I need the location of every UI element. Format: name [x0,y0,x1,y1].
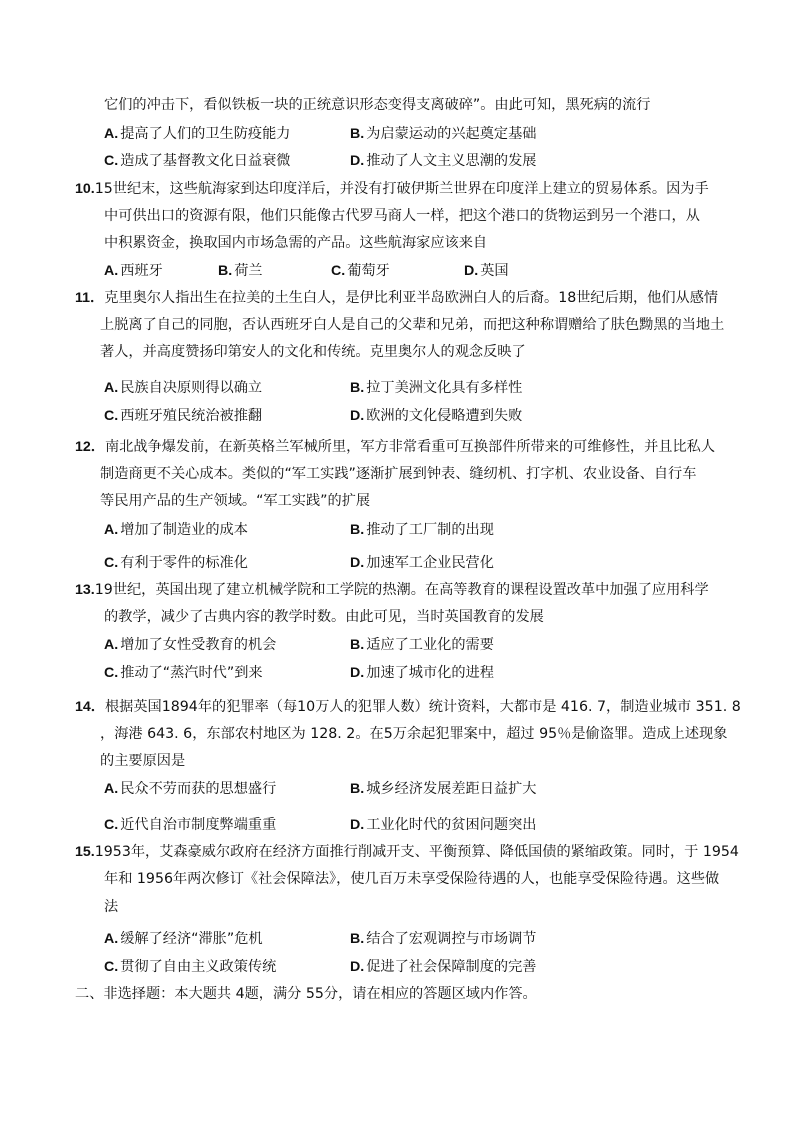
q9-option-b[interactable]: B. 为启蒙运动的兴起奠定基础 [350,126,537,142]
q15-stem-line-2: 年和 1956年两次修订《社会保障法》，使几百万未享受保险待遇的人，也能享受保险待遇。这些做 [104,871,720,887]
q10-option-d[interactable]: D. 英国 [464,263,509,279]
q13-stem-line-1: 13.19世纪，英国出现了建立机械学院和工学院的热潮。在高等教育的课程设置改革中加强了应用科学 [75,582,709,598]
q13-stem-line-2: 的教学，减少了古典内容的教学时数。由此可见，当时英国教育的发展 [104,609,544,625]
q10-stem-line-3: 中积累资金，换取国内市场急需的产品。这些航海家应该来自 [104,235,488,251]
section-2-heading: 二、非选择题：本大题共 4题，满分 55分，请在相应的答题区域内作答。 [75,986,537,1002]
q10-stem-line-1: 10.15世纪末，这些航海家到达印度洋后，并没有打破伊斯兰世界在印度洋上建立的贸易体系。因为手 [75,181,709,197]
q12-option-b[interactable]: B. 推动了工厂制的出现 [350,522,494,538]
q11-stem-line-1: 11．克里奥尔人指出生在拉美的土生白人，是伊比利亚半岛欧洲白人的后裔。18世纪后期，他们从感情 [75,290,719,306]
q14-option-c[interactable]: C. 近代自治市制度弊端重重 [104,817,277,833]
q9-stem-tail: 它们的冲击下，看似铁板一块的正统意识形态变得支离破碎”。由此可知，黑死病的流行 [104,97,651,113]
q11-stem-line-2: 上脱离了自己的同胞，否认西班牙白人是自己的父辈和兄弟，而把这种称谓赠给了肤色黝黑的当地土 [100,317,725,333]
q11-option-d[interactable]: D. 欧洲的文化侵略遭到失败 [350,408,523,424]
q15-option-c[interactable]: C. 贯彻了自由主义政策传统 [104,959,277,975]
q13-option-b[interactable]: B. 适应了工业化的需要 [350,637,494,653]
q14-number: 14． [75,699,105,715]
q14-stem-line-3: 的主要原因是 [100,753,186,769]
q13-option-c[interactable]: C. 推动了“蒸汽时代”到来 [104,665,263,681]
q11-option-a[interactable]: A. 民族自决原则得以确立 [104,380,263,396]
q14-stem-line-2: ，海港 643. 6，东部农村地区为 128. 2。在5万余起犯罪案中，超过 95％是偷盗罪。造成上述现象 [100,726,728,742]
q12-option-c[interactable]: C. 有利于零件的标准化 [104,555,248,571]
q11-stem-line-3: 著人，并高度赞扬印第安人的文化和传统。克里奥尔人的观念反映了 [100,344,526,360]
q15-number: 15. [75,844,95,860]
q10-stem-line-2: 中可供出口的资源有限，他们只能像古代罗马商人一样，把这个港口的货物运到另一个港口，从 [104,208,700,224]
q10-option-c[interactable]: C. 葡萄牙 [331,263,390,279]
q13-option-a[interactable]: A. 增加了女性受教育的机会 [104,637,277,653]
q9-option-d[interactable]: D. 推动了人文主义思潮的发展 [350,153,537,169]
q12-number: 12． [75,439,105,455]
q13-option-d[interactable]: D. 加速了城市化的进程 [350,665,494,681]
q10-option-b[interactable]: B. 荷兰 [218,263,263,279]
q10-number: 10. [75,181,95,197]
q9-option-c[interactable]: C. 造成了基督教文化日益衰微 [104,153,291,169]
q15-option-d[interactable]: D. 促进了社会保障制度的完善 [350,959,537,975]
q14-stem-line-1: 14．根据英国1894年的犯罪率（每10万人的犯罪人数）统计资料，大都市是 416. 7，制造业城市 351. 8 [75,699,741,715]
q10-option-a[interactable]: A. 西班牙 [104,263,163,279]
q12-stem-line-1: 12．南北战争爆发前，在新英格兰军械所里，军方非常看重可互换部件所带来的可维修性，并且比私人 [75,439,716,455]
q12-stem-line-3: 等民用产品的生产领域。“军工实践”的扩展 [100,493,371,509]
q9-option-a[interactable]: A. 提高了人们的卫生防疫能力 [104,126,291,142]
q15-option-b[interactable]: B. 结合了宏观调控与市场调节 [350,931,537,947]
q14-option-d[interactable]: D. 工业化时代的贫困问题突出 [350,817,537,833]
q14-option-b[interactable]: B. 城乡经济发展差距日益扩大 [350,781,537,797]
q11-number: 11． [75,290,105,306]
q12-stem-line-2: 制造商更不关心成本。类似的“军工实践”逐渐扩展到钟表、缝纫机、打字机、农业设备、自行车 [100,466,697,482]
q15-stem-line-1: 15.1953年，艾森豪威尔政府在经济方面推行削减开支、平衡预算、降低国债的紧缩政策。同时，于 1954 [75,844,739,860]
q12-option-d[interactable]: D. 加速军工企业民营化 [350,555,494,571]
q13-number: 13. [75,582,95,598]
q11-option-c[interactable]: C. 西班牙殖民统治被推翻 [104,408,263,424]
q11-option-b[interactable]: B. 拉丁美洲文化具有多样性 [350,380,523,396]
q12-option-a[interactable]: A. 增加了制造业的成本 [104,522,248,538]
q15-stem-line-3: 法 [104,899,119,915]
q15-option-a[interactable]: A. 缓解了经济“滞胀”危机 [104,931,263,947]
q14-option-a[interactable]: A. 民众不劳而获的思想盛行 [104,781,277,797]
